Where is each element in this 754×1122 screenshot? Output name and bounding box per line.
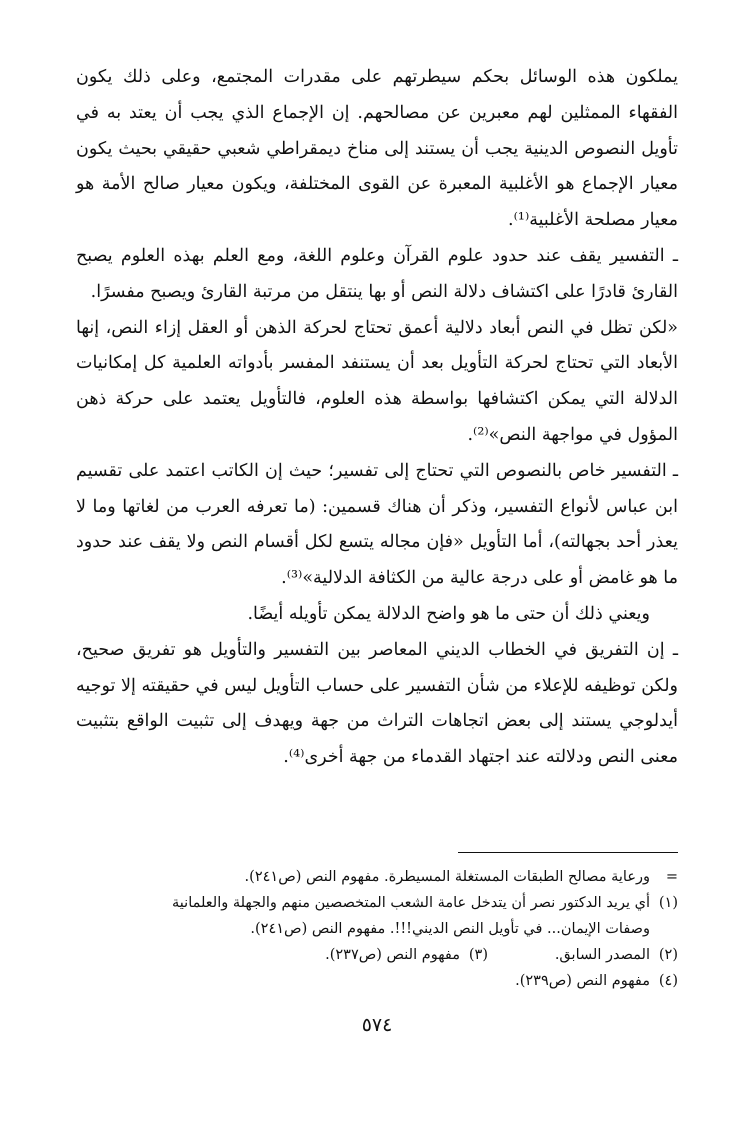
footnote-1 — [76, 890, 678, 916]
footnote-1-continued: وصفات الإيمان... في تأويل النص الديني!!!. مفهوم النص (ص٢٤١). — [250, 921, 650, 937]
footnote-mark: (٤) — [658, 973, 678, 989]
footnote-text: المصدر السابق. — [554, 947, 650, 963]
footnote-text: أي يريد الدكتور نصر أن يتدخل عامة الشعب المتخصصين منهم والجهلة والعلمانية — [172, 895, 650, 911]
paragraph-1: يملكون هذه الوسائل بحكم سيطرتهم على مقدرات المجتمع، وعلى ذلك يكون الفقهاء الممثلين لهم معبرين عن مصالحهم. إن الإجماع الذي يجب أن يعتد به في تأويل النصوص الدينية يجب أن يستند إلى مناخ ديمقراطي شعبي حقيقي بحيث يكون معيار الإجماع هو الأغلبية المعبرة عن القوى المختلفة، ويكون معيار صالح الأمة هو معيار مصلحة الأغلبية⁽¹⁾. — [76, 67, 678, 231]
footnote-separator — [458, 852, 678, 853]
footnote-4 — [76, 968, 678, 994]
footnote-mark: (٣) — [468, 947, 488, 963]
paragraph-6: ـ إن التفريق في الخطاب الديني المعاصر بين التفسير والتأويل هو تفريق صحيح، ولكن توظيفه للإعلاء من شأن التفسير على حساب التأويل ليس في حقيقته إلا توجيه أيدلوجي يستند إلى بعض اتجاهات التراث من جهة ويهدف إلى تثبيت الواقع بتثبيت معنى النص ودلالته عند اجتهاد القدماء من جهة أخرى⁽⁴⁾. — [76, 639, 678, 768]
footnote-mark: = — [665, 869, 678, 885]
footnotes-2-3-row — [76, 942, 678, 968]
footnotes — [76, 864, 678, 994]
paragraph-3: «لكن تظل في النص أبعاد دلالية أعمق تحتاج لحركة الذهن أو العقل إزاء النص، إنها الأبعاد التي تحتاج لحركة التأويل بعد أن يستنفد المفسر بأدواته العلمية كل إمكانيات الدلالة التي يمكن اكتشافها بواسطة هذه العلوم، فالتأويل يعتمد على حركة ذهن المؤول في مواجهة النص»⁽²⁾. — [76, 317, 678, 445]
paragraph-2: ـ التفسير يقف عند حدود علوم القرآن وعلوم اللغة، ومع العلم بهذه العلوم يصبح القارئ قادرًا على اكتشاف دلالة النص أو بها ينتقل من مرتبة القارئ ويصبح مفسرًا. — [76, 245, 678, 302]
footnote-mark: (١) — [658, 895, 678, 911]
footnote-text: مفهوم النص (ص٢٣٧). — [325, 947, 460, 963]
main-text — [76, 60, 678, 776]
page-number: ٥٧٤ — [361, 1014, 393, 1036]
footnote-continuation — [76, 864, 678, 890]
footnote-mark: (٢) — [658, 947, 678, 963]
paragraph-4: ـ التفسير خاص بالنصوص التي تحتاج إلى تفسير؛ حيث إن الكاتب اعتمد على تقسيم ابن عباس لأنواع التفسير، وذكر أن هناك قسمين: (ما تعرفه العرب من لغاتها وما لا يعذر أحد بجهالته)، أما التأويل «فإن مجاله يتسع لكل أقسام النص ولا يقف عند حدود ما هو غامض أو على درجة عالية من الكثافة الدلالية»⁽³⁾. — [76, 460, 678, 589]
footnote-3 — [298, 942, 488, 968]
paragraph-5: ويعني ذلك أن حتى ما هو واضح الدلالة يمكن تأويله أيضًا. — [247, 603, 650, 624]
footnote-text: ورعاية مصالح الطبقات المستغلة المسيطرة. مفهوم النص (ص٢٤١). — [244, 869, 650, 885]
footnote-2 — [488, 942, 678, 968]
footnote-text: مفهوم النص (ص٢٣٩). — [515, 973, 650, 989]
